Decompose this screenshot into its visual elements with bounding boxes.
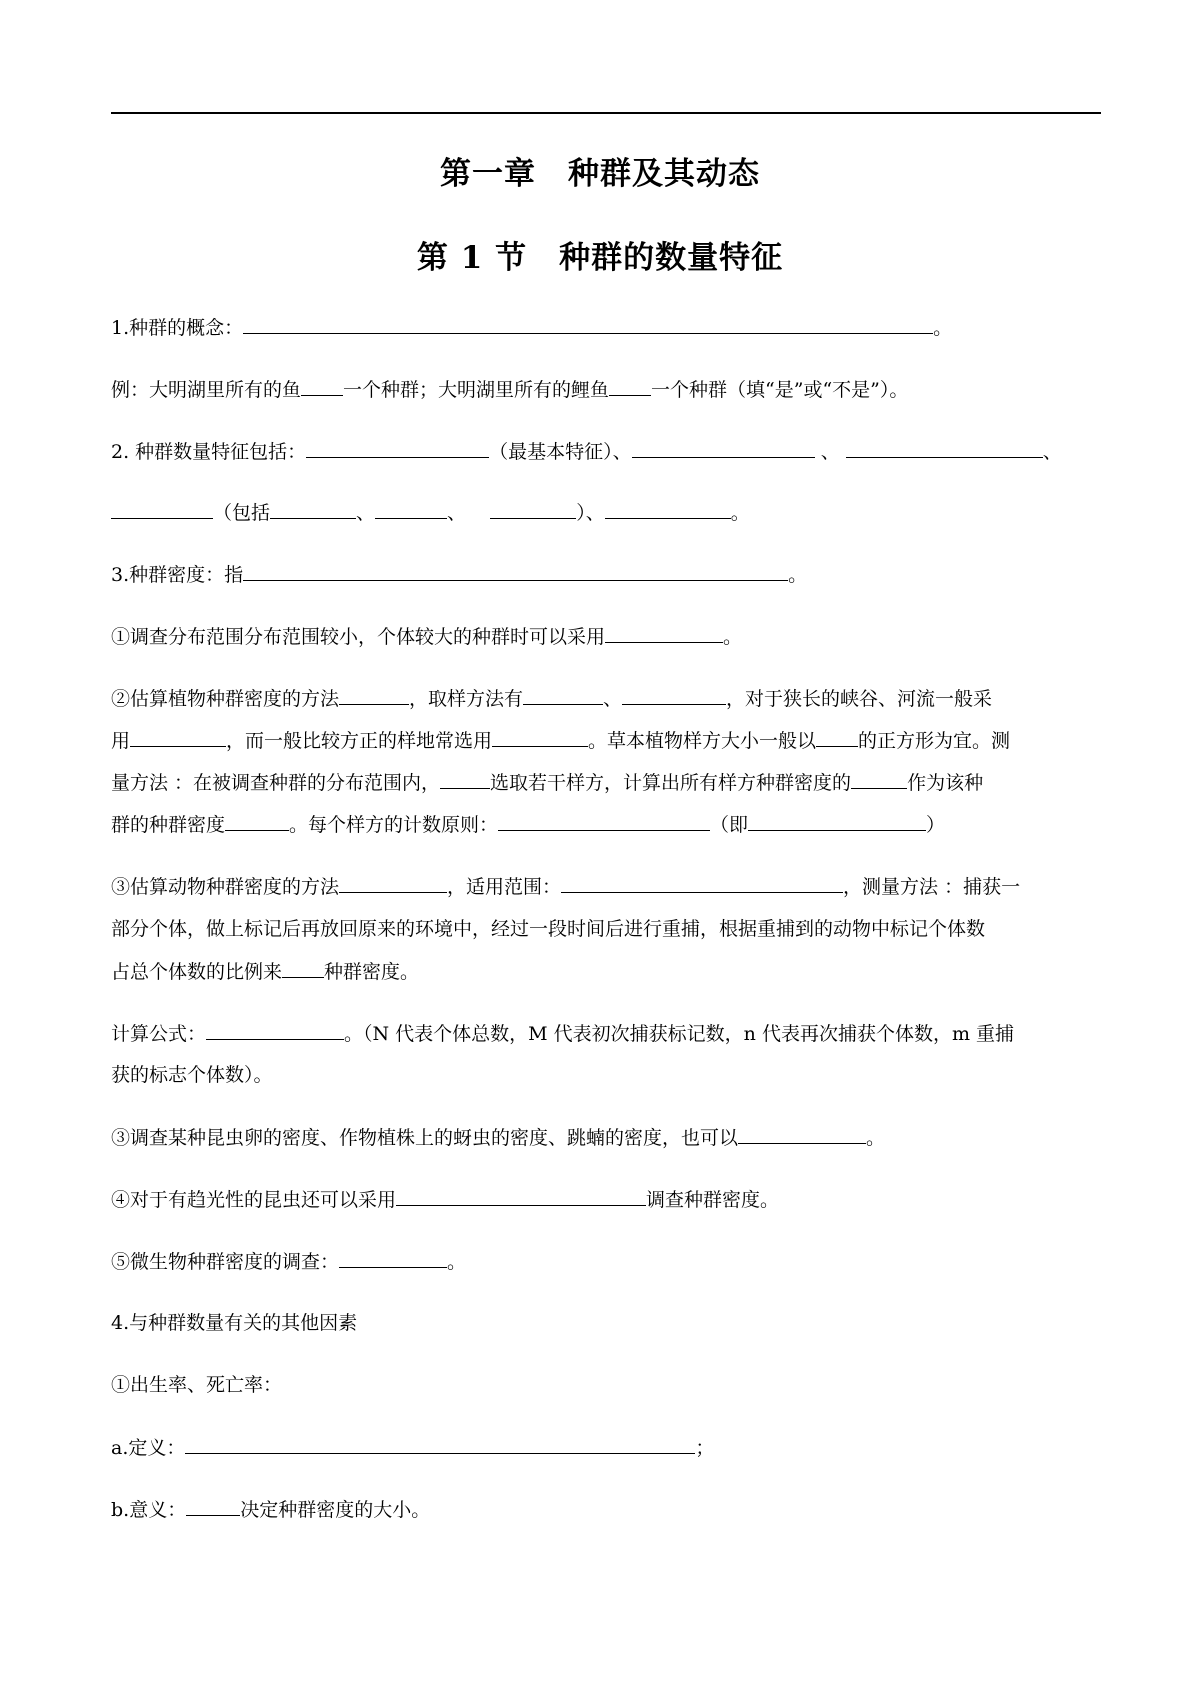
item-6: ⑤微生物种群密度的调查： 。 xyxy=(111,1251,467,1273)
answer-blank[interactable] xyxy=(738,1125,866,1144)
meaning-line: b.意义： 决定种群密度的大小。 xyxy=(111,1499,431,1521)
answer-blank[interactable] xyxy=(339,1249,447,1268)
item-2-line-3: 量方法 ：在被调查种群的分布范围内， 选取若干样方，计算出所有样方种群密度的 作为该种 xyxy=(111,772,984,794)
answer-blank[interactable] xyxy=(609,377,651,396)
item-5: ④对于有趋光性的昆虫还可以采用 调查种群密度。 xyxy=(111,1189,780,1211)
q1-label: 1.种群的概念： xyxy=(111,317,244,339)
formula-line-2: 获的标志个体数）。 xyxy=(111,1064,273,1086)
question-4-item-1: ①出生率、死亡率： xyxy=(111,1374,283,1396)
question-2: 2. 种群数量特征包括： （最基本特征）、 、 、 xyxy=(111,441,1062,463)
answer-blank[interactable] xyxy=(605,624,723,643)
question-1: 1.种群的概念： 。 xyxy=(111,317,953,339)
answer-blank[interactable] xyxy=(632,439,815,458)
answer-blank[interactable] xyxy=(185,1435,695,1454)
answer-blank[interactable] xyxy=(243,562,788,581)
header-rule xyxy=(111,112,1101,114)
answer-blank[interactable] xyxy=(440,770,490,789)
section-title: 第 1 节 种群的数量特征 xyxy=(416,240,784,276)
answer-blank[interactable] xyxy=(306,439,489,458)
item-3-line-1: ③估算动物种群密度的方法 ，适用范围： ，测量方法 ：捕获一 xyxy=(111,876,1021,898)
answer-blank[interactable] xyxy=(301,377,343,396)
answer-blank[interactable] xyxy=(846,439,1043,458)
answer-blank[interactable] xyxy=(396,1187,646,1206)
answer-blank[interactable] xyxy=(339,874,447,893)
answer-blank[interactable] xyxy=(492,728,588,747)
example-line: 例：大明湖里所有的鱼 一个种群；大明湖里所有的鲤鱼 一个种群（填“是”或“不是”）。 xyxy=(111,379,909,401)
item-2-line-1: ②估算植物种群密度的方法 ，取样方法有 、 ，对于狭长的峡谷、河流一般采 xyxy=(111,688,993,710)
answer-blank[interactable] xyxy=(490,500,576,519)
answer-blank[interactable] xyxy=(243,315,933,334)
question-3: 3.种群密度：指 。 xyxy=(111,564,808,586)
chapter-title: 第一章 种群及其动态 xyxy=(440,156,760,192)
item-1: ①调查分布范围分布范围较小，个体较大的种群时可以采用 。 xyxy=(111,626,743,648)
item-3-line-3: 占总个体数的比例来 种群密度。 xyxy=(111,961,420,983)
answer-blank[interactable] xyxy=(375,500,447,519)
item-3-line-2: 部分个体，做上标记后再放回原来的环境中，经过一段时间后进行重捕，根据重捕到的动物中标记个体数 xyxy=(111,918,986,940)
answer-blank[interactable] xyxy=(748,812,926,831)
answer-blank[interactable] xyxy=(523,686,603,705)
answer-blank[interactable] xyxy=(225,812,289,831)
question-4: 4.与种群数量有关的其他因素 xyxy=(111,1312,358,1334)
definition-line: a.定义： ； xyxy=(111,1437,715,1459)
answer-blank[interactable] xyxy=(622,686,726,705)
answer-blank[interactable] xyxy=(270,500,356,519)
item-2-line-2: 用 ，而一般比较方正的样地常选用 。草本植物样方大小一般以 的正方形为宜。测 xyxy=(111,730,1011,752)
answer-blank[interactable] xyxy=(339,686,409,705)
answer-blank[interactable] xyxy=(851,770,907,789)
answer-blank[interactable] xyxy=(816,728,858,747)
answer-blank[interactable] xyxy=(111,500,213,519)
answer-blank[interactable] xyxy=(282,959,324,978)
answer-blank[interactable] xyxy=(561,874,843,893)
question-2-continued: （包括 、 、 ）、 。 xyxy=(111,500,1101,525)
item-4: ③调查某种昆虫卵的密度、作物植株上的蚜虫的密度、跳蝻的密度，也可以 。 xyxy=(111,1127,886,1149)
answer-blank[interactable] xyxy=(206,1021,344,1040)
answer-blank[interactable] xyxy=(130,728,226,747)
answer-blank[interactable] xyxy=(186,1497,240,1516)
answer-blank[interactable] xyxy=(605,500,731,519)
answer-blank[interactable] xyxy=(498,812,710,831)
item-2-line-4: 群的种群密度 。每个样方的计数原则： （即 ） xyxy=(111,814,946,836)
formula-line-1: 计算公式： 。（N 代表个体总数，M 代表初次捕获标记数，n 代表再次捕获个体数，m 重捕 xyxy=(111,1023,1015,1045)
